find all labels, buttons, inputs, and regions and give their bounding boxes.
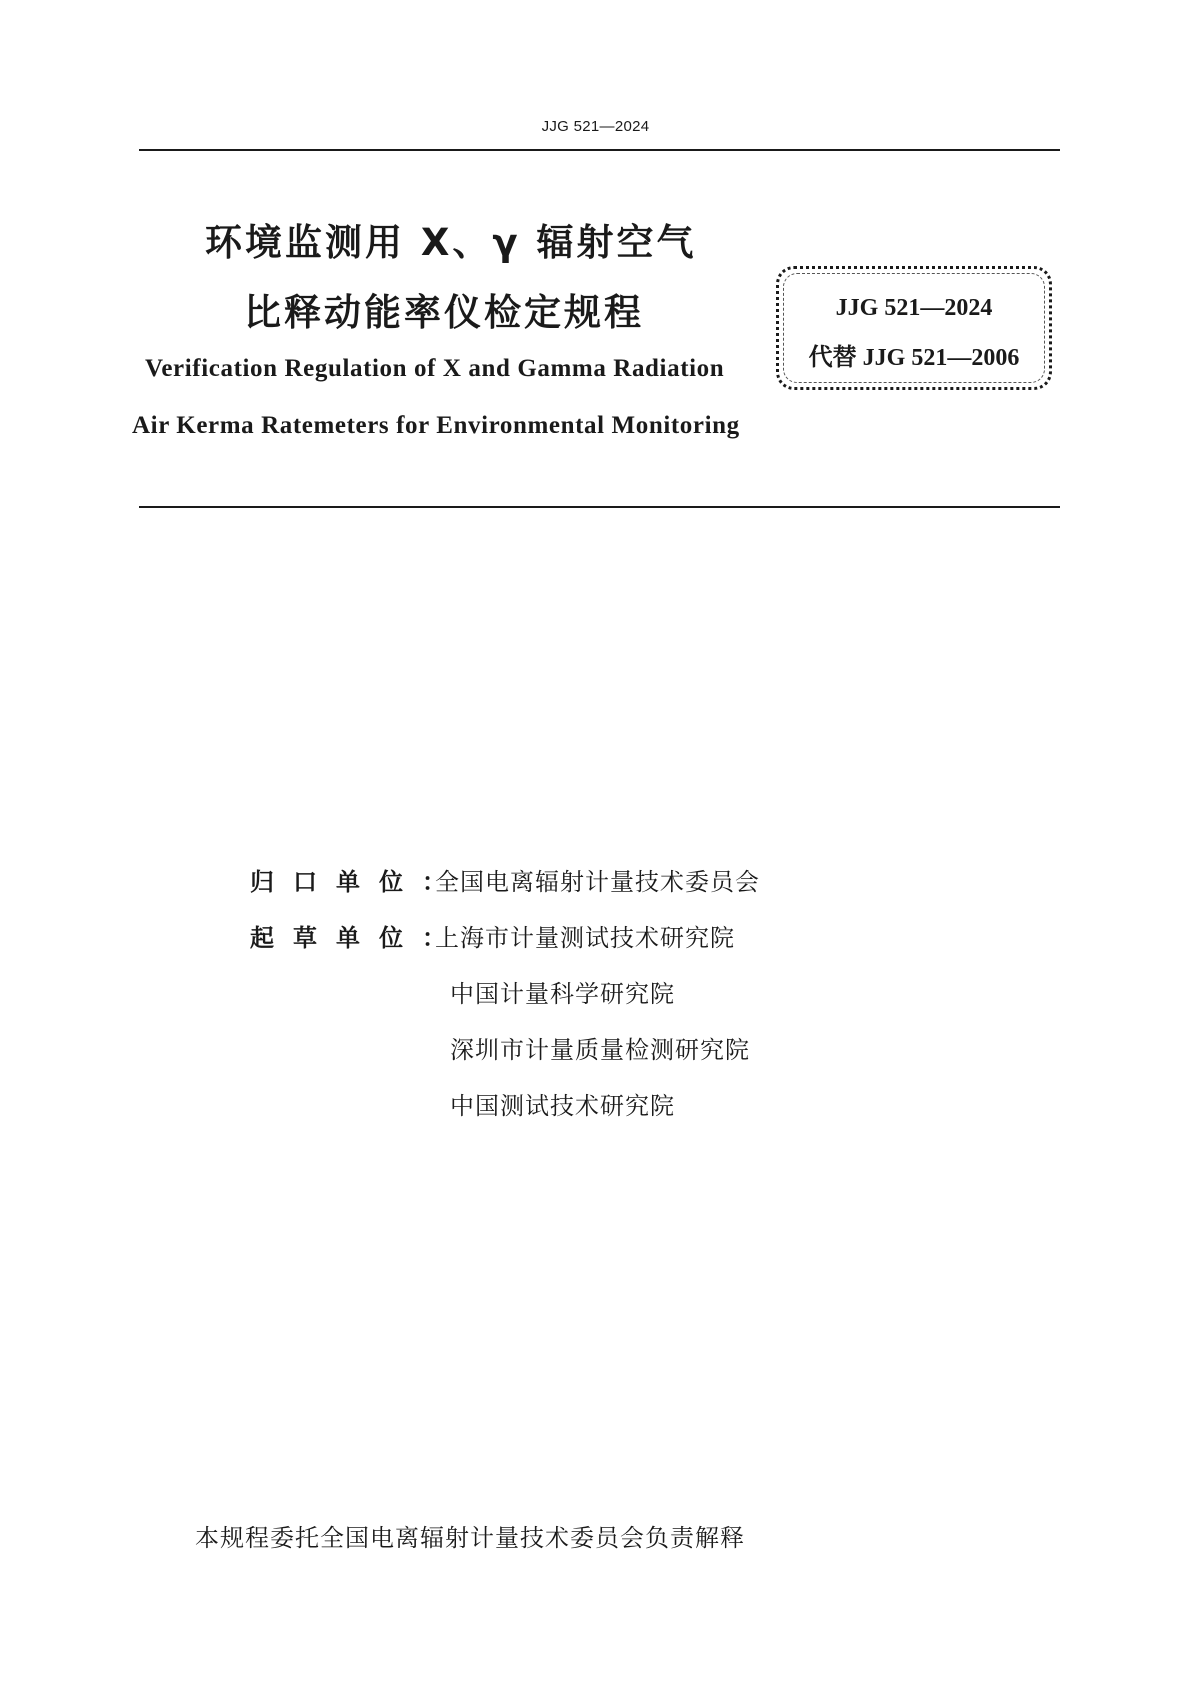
responsible-unit-label: 归口单位： (250, 868, 465, 896)
header-divider (139, 149, 1060, 151)
title-en-line1: Verification Regulation of X and Gamma Radiation (145, 355, 725, 382)
replaced-code: 代替 JJG 521—2006 (808, 345, 1020, 371)
title-cn-line1: 环境监测用 X、γ 辐射空气 (205, 221, 697, 264)
drafting-unit-2: 中国计量科学研究院 (450, 980, 675, 1008)
title-divider (139, 506, 1060, 508)
drafting-unit-3: 深圳市计量质量检测研究院 (450, 1036, 750, 1064)
title-en-line2: Air Kerma Ratemeters for Environmental Monitoring (132, 412, 740, 439)
responsible-unit-value: 全国电离辐射计量技术委员会 (435, 868, 760, 896)
header-standard-code: JJG 521—2024 (541, 118, 650, 135)
title-cn-line2: 比释动能率仪检定规程 (244, 291, 644, 334)
drafting-unit-label: 起草单位： (250, 924, 465, 952)
current-code: JJG 521—2024 (835, 295, 993, 321)
standard-code-box (776, 266, 1052, 390)
drafting-unit-1: 上海市计量测试技术研究院 (435, 924, 735, 952)
drafting-unit-4: 中国测试技术研究院 (450, 1092, 675, 1120)
interpretation-note: 本规程委托全国电离辐射计量技术委员会负责解释 (195, 1524, 745, 1552)
